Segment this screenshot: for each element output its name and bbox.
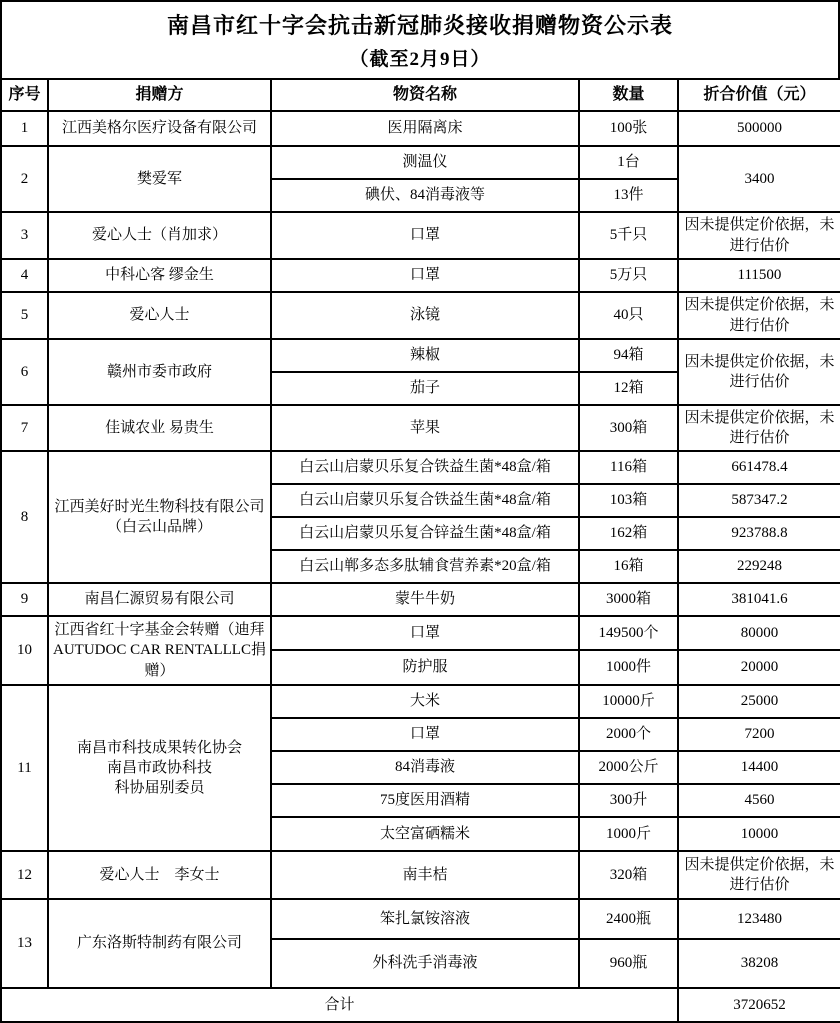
value-cell: 923788.8	[678, 517, 840, 550]
value-cell: 10000	[678, 817, 840, 851]
table-row	[1, 405, 840, 451]
col-header-value: 折合价值（元）	[678, 79, 840, 111]
donor-line: 江西美好时光生物科技有限公司	[54, 498, 265, 515]
serial-cell: 11	[1, 685, 48, 851]
donor-line: 南昌市政协科技	[106, 759, 212, 776]
col-header-item: 物资名称	[271, 79, 579, 111]
serial-cell: 2	[1, 146, 48, 212]
donor-cell	[48, 616, 271, 685]
serial-cell: 9	[1, 583, 48, 616]
serial-cell: 5	[1, 292, 48, 339]
item-name-cell: 防护服	[271, 650, 579, 685]
quantity-cell: 1台	[579, 146, 678, 179]
quantity-cell: 1000斤	[579, 817, 678, 851]
item-name-cell: 太空富硒糯米	[271, 817, 579, 851]
quantity-cell: 116箱	[579, 451, 678, 484]
donor-cell: 佳诚农业 易贵生	[48, 405, 271, 451]
serial-cell: 4	[1, 259, 48, 292]
value-cell: 3400	[678, 146, 840, 212]
value-cell: 25000	[678, 685, 840, 718]
value-cell: 4560	[678, 784, 840, 817]
item-name-cell: 南丰桔	[271, 851, 579, 899]
donor-line: 科协届别委员	[114, 780, 205, 797]
serial-cell: 1	[1, 111, 48, 146]
item-name-cell: 白云山启蒙贝乐复合铁益生菌*48盒/箱	[271, 484, 579, 517]
item-name-cell: 笨扎氯铵溶液	[271, 899, 579, 939]
quantity-cell: 300升	[579, 784, 678, 817]
donor-line: 南昌市科技成果转化协会	[76, 739, 242, 756]
item-name-cell: 大米	[271, 685, 579, 718]
quantity-cell: 320箱	[579, 851, 678, 899]
quantity-cell: 149500个	[579, 616, 678, 650]
donor-cell: 江西美格尔医疗设备有限公司	[48, 111, 271, 146]
item-name-cell: 口罩	[271, 259, 579, 292]
quantity-cell: 40只	[579, 292, 678, 339]
total-value-cell: 3720652	[678, 988, 840, 1022]
quantity-cell: 162箱	[579, 517, 678, 550]
table-row	[1, 212, 840, 259]
total-label-cell: 合计	[1, 988, 678, 1022]
table-row	[1, 292, 840, 339]
donor-cell: 爱心人士	[48, 292, 271, 339]
item-name-cell: 苹果	[271, 405, 579, 451]
donor-cell: 樊爱军	[48, 146, 271, 212]
donor-line: （白云山品牌）	[106, 519, 212, 535]
quantity-cell: 2400瓶	[579, 899, 678, 939]
item-name-cell: 泳镜	[271, 292, 579, 339]
quantity-cell: 960瓶	[579, 939, 678, 988]
serial-cell: 12	[1, 851, 48, 899]
donor-cell: 爱心人士 李女士	[48, 851, 271, 899]
header-row	[1, 79, 840, 111]
col-header-qty: 数量	[579, 79, 678, 111]
table-row	[1, 899, 840, 939]
table-row	[1, 583, 840, 616]
value-cell: 123480	[678, 899, 840, 939]
quantity-cell: 5万只	[579, 259, 678, 292]
sheet-title-block	[0, 0, 840, 78]
total-row	[1, 988, 840, 1022]
donor-cell: 中科心客 缪金生	[48, 259, 271, 292]
quantity-cell: 94箱	[579, 339, 678, 372]
item-name-cell: 口罩	[271, 718, 579, 751]
serial-cell: 6	[1, 339, 48, 405]
donor-line: 江西省红十字基金会转赠（迪拜	[54, 622, 265, 639]
table-row	[1, 685, 840, 718]
value-cell: 7200	[678, 718, 840, 751]
quantity-cell: 10000斤	[579, 685, 678, 718]
sheet-title: 南昌市红十字会抗击新冠肺炎接收捐赠物资公示表	[166, 13, 673, 38]
value-note-cell: 因未提供定价依据，未进行估价	[678, 405, 840, 451]
value-cell: 661478.4	[678, 451, 840, 484]
item-name-cell: 84消毒液	[271, 751, 579, 784]
item-name-cell: 口罩	[271, 616, 579, 650]
value-cell: 20000	[678, 650, 840, 685]
donor-cell: 广东洛斯特制药有限公司	[48, 899, 271, 988]
value-cell: 14400	[678, 751, 840, 784]
item-name-cell: 白云山郸多态多肽辅食营养素*20盒/箱	[271, 550, 579, 583]
item-name-cell: 辣椒	[271, 339, 579, 372]
donation-table	[0, 78, 840, 1023]
serial-cell: 13	[1, 899, 48, 988]
item-name-cell: 口罩	[271, 212, 579, 259]
donor-cell	[48, 685, 271, 851]
quantity-cell: 300箱	[579, 405, 678, 451]
value-cell: 229248	[678, 550, 840, 583]
value-note-cell: 因未提供定价依据，未进行估价	[678, 851, 840, 899]
quantity-cell: 103箱	[579, 484, 678, 517]
donor-cell	[48, 451, 271, 583]
col-header-serial: 序号	[1, 79, 48, 111]
donor-cell: 赣州市委市政府	[48, 339, 271, 405]
sheet-subtitle: （截至2月9日）	[349, 49, 491, 71]
quantity-cell: 2000公斤	[579, 751, 678, 784]
value-cell: 381041.6	[678, 583, 840, 616]
value-cell: 500000	[678, 111, 840, 146]
item-name-cell: 白云山启蒙贝乐复合锌益生菌*48盒/箱	[271, 517, 579, 550]
value-note-cell: 因未提供定价依据，未进行估价	[678, 292, 840, 339]
quantity-cell: 100张	[579, 111, 678, 146]
quantity-cell: 13件	[579, 179, 678, 212]
item-name-cell: 碘伏、84消毒液等	[271, 179, 579, 212]
value-cell: 38208	[678, 939, 840, 988]
serial-cell: 3	[1, 212, 48, 259]
value-cell: 587347.2	[678, 484, 840, 517]
quantity-cell: 5千只	[579, 212, 678, 259]
item-name-cell: 测温仪	[271, 146, 579, 179]
quantity-cell: 1000件	[579, 650, 678, 685]
quantity-cell: 2000个	[579, 718, 678, 751]
col-header-donor: 捐赠方	[48, 79, 271, 111]
quantity-cell: 16箱	[579, 550, 678, 583]
serial-cell: 8	[1, 451, 48, 583]
item-name-cell: 外科洗手消毒液	[271, 939, 579, 988]
item-name-cell: 茄子	[271, 372, 579, 405]
table-row	[1, 111, 840, 146]
donor-cell: 南昌仁源贸易有限公司	[48, 583, 271, 616]
item-name-cell: 医用隔离床	[271, 111, 579, 146]
table-row	[1, 146, 840, 179]
table-row	[1, 616, 840, 650]
serial-cell: 10	[1, 616, 48, 685]
item-name-cell: 75度医用酒精	[271, 784, 579, 817]
donor-cell: 爱心人士（肖加求）	[48, 212, 271, 259]
table-row	[1, 851, 840, 899]
table-row	[1, 451, 840, 484]
value-cell: 111500	[678, 259, 840, 292]
quantity-cell: 12箱	[579, 372, 678, 405]
serial-cell: 7	[1, 405, 48, 451]
item-name-cell: 白云山启蒙贝乐复合铁益生菌*48盒/箱	[271, 451, 579, 484]
item-name-cell: 蒙牛牛奶	[271, 583, 579, 616]
quantity-cell: 3000箱	[579, 583, 678, 616]
table-row	[1, 339, 840, 372]
donor-line: AUTUDOC CAR RENTALLLC捐赠）	[53, 642, 266, 679]
value-note-cell: 因未提供定价依据，未进行估价	[678, 339, 840, 405]
value-cell: 80000	[678, 616, 840, 650]
table-row	[1, 259, 840, 292]
value-note-cell: 因未提供定价依据，未进行估价	[678, 212, 840, 259]
